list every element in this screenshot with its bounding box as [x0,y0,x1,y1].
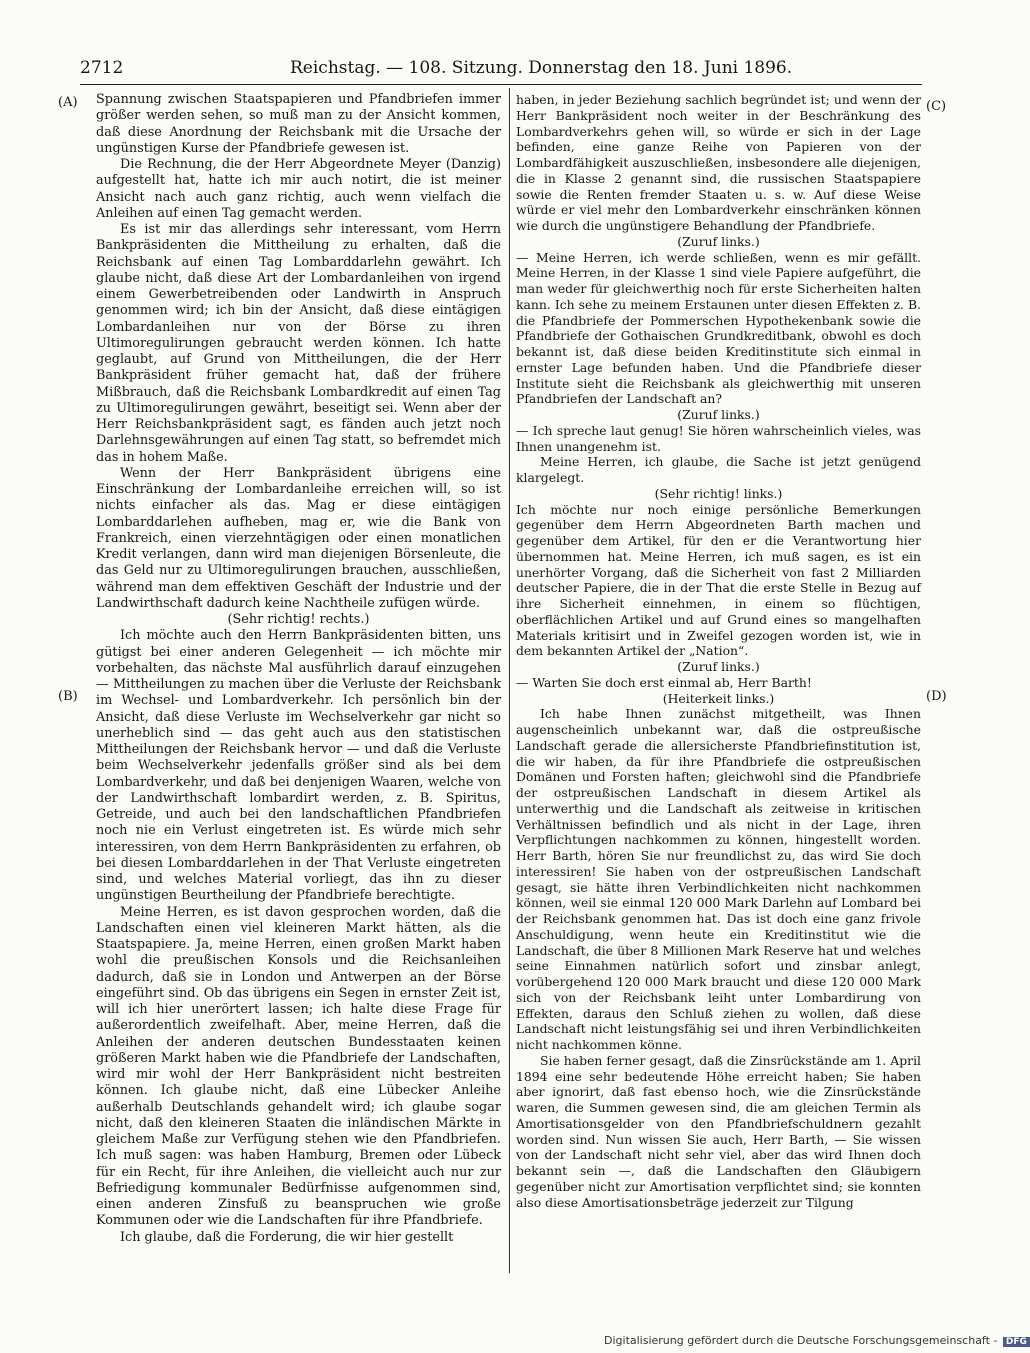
interjection: (Zuruf links.) [677,233,760,249]
margin-mark-d: (D) [926,689,947,704]
paragraph: Ich glaube, daß die Forderung, die wir hier gestellt [120,1229,454,1245]
paragraph: — Ich spreche laut genug! Sie hören wahrscheinlich vieles, was Ihnen unangenehm ist. [516,422,921,454]
interjection: (Sehr richtig! links.) [654,485,783,501]
paragraph: Wenn der Herr Bankpräsident übrigens eine Einschränkung der Lombardanleihe erreichen will, so ist nichts einfacher als das. Mag er diese eintägigen Lombarddarlehen aufheben, mag er, wie die Bank von Frankreich, einen vierzehntägigen oder einen monatlichen Kredit verlangen, dann wird man diejenigen Börsenleute, die das Geld nur zu Ultimoregulirungen brauchen, ausschließen, während man dem effektiven Geschäft der Industrie und der Landwirthschaft dadurch keine Nachtheile zufügen würde. [96,465,501,611]
interjection: (Heiterkeit links.) [662,690,775,706]
paragraph: Spannung zwischen Staatspapieren und Pfandbriefen immer größer werden sehen, so muß man zu der Ansicht kommen, daß diese Anordnung der Reichsbank mit die Ursache der ungünstigen Kurse der Pfandbriefe gewesen ist. [96,92,501,156]
right-column [516,92,921,1210]
interjection: (Zuruf links.) [677,407,760,422]
paragraph: — Meine Herren, ich werde schließen, wenn es mir gefällt. Meine Herren, in der Klasse 1 sind viele Papiere aufgeführt, die man weder für gleichwerthig noch für erste Sicherheiten halten kann. Ich sehe zu meinem Erstaunen unter diesen Effekten z. B. die Pfandbriefe der Pommerschen Hypothekenbank sowie die Pfandbriefe der Gothaischen Grundkreditbank, obwohl es doch bekannt ist, daß diese beiden Kreditinstitute sich einmal in ernster Lage befunden haben. Und die Pfandbriefe dieser Institute sieht die Reichsbank als gleichwerthig mit unseren Pfandbriefen der Landschaft an? [516,249,921,407]
page-header [80,58,922,80]
paragraph: — Warten Sie doch erst einmal ab, Herr Barth! [516,674,812,690]
margin-mark-c: (C) [926,99,947,114]
margin-mark-a: (A) [58,95,78,110]
left-column [96,92,501,1246]
interjection: (Zuruf links.) [677,659,760,674]
interjection: (Sehr richtig! rechts.) [227,612,370,627]
paragraph: haben, in jeder Beziehung sachlich begründet ist; und wenn der Herr Bankpräsident noch weiter in der Beschränkung des Lombardverkehrs gehen will, so würde er sich in der Lage befinden, eine ganze Reihe von Papieren von der Lombardfähigkeit auszuschließen, insbesondere alle diejenigen, die in Klasse 2 genannt sind, die russischen Staatspapiere sowie die Renten fremder Staaten u. s. w. Auf diese Weise würde er viel mehr den Lombardverkehr einschränken können wie durch die ungünstigere Behandlung der Pfandbriefe. [516,92,921,233]
header-rule [80,84,922,85]
paragraph: Es ist mir das allerdings sehr interessant, vom Herrn Bankpräsidenten die Mittheilung zu erhalten, daß die Reichsbank auf einen Tag Lombarddarlehn gewährt. Ich glaube nicht, daß diese Art der Lombardanleihen von irgend einem Gewerbetreibenden oder Landwirth in Anspruch genommen wird; ich bin der Ansicht, daß diese eintägigen Lombardanleihen nur von der Börse zu ihren Ultimoregulirungen gebraucht werden können. Ich hatte geglaubt, auf Grund von Mittheilungen, die der Herr Bankpräsident früher gemacht hat, daß der frühere Mißbrauch, daß die Reichsbank Lombardkredit auf einen Tag zu Ultimoregulirungen gewährt, beseitigt sei. Wenn aber der Herr Reichsbankpräsident sagt, es fänden auch jetzt noch Darlehnsgewährungen auf einen Tag statt, so befremdet mich das in hohem Maße. [96,222,501,465]
paragraph: Meine Herren, es ist davon gesprochen worden, daß die Landschaften einen viel kleineren Markt hätten, als die Staatspapiere. Ja, meine Herren, einen großen Markt haben wohl die preußischen Konsols und die Reichsanleihen dadurch, daß sie in London und Antwerpen an der Börse eingeführt sind. Ob das übrigens ein Segen in ernster Zeit ist, will ich hier unerörtert lassen; ich halte diese Frage für außerordentlich zweifelhaft. Aber, meine Herren, daß die Anleihen der anderen deutschen Bundesstaaten keinen größeren Markt haben wie die Pfandbriefe der Landschaften, wird mir wohl der Herr Bankpräsident nicht bestreiten können. Ich glaube nicht, daß eine Lübecker Anleihe außerhalb Deutschlands gehandelt wird; ich glaube sogar nicht, daß den kleineren Staaten die inländischen Märkte in gleichem Maße zur Verfügung stehen wie den Pfandbriefen. Ich muß sagen: was haben Hamburg, Bremen oder Lübeck für ein Recht, für ihre Anleihen, die vielleicht auch nur zur Befriedigung kommunaler Bedürfnisse aufgenommen sind, einen anderen Zinsfuß zu beanspruchen wie große Kommunen oder wie die Landschaften für ihre Pfandbriefe. [96,904,501,1229]
margin-mark-b: (B) [58,689,78,704]
paragraph: Ich möchte nur noch einige persönliche Bemerkungen gegenüber dem Herrn Abgeordneten Barth machen und gegenüber dem Artikel, für den er die Verantwortung hier übernommen hat. Meine Herren, ich muß sagen, es ist ein unerhörter Vorgang, daß die Sicherheit von fast 2 Milliarden deutscher Papiere, die in der That die erste Stelle in Bezug auf ihre Sicherheit einnehmen, in einem so flüchtigen, oberflächlichen Artikel und auf Grund eines so mangelhaften Materials kritisirt und in Zweifel gezogen worden ist, wie in dem bekannten Artikel der „Nation“. [516,501,921,659]
dfg-logo: DFG [1003,1337,1030,1347]
paragraph: Ich habe Ihnen zunächst mitgetheilt, was Ihnen augenscheinlich unbekannt war, daß die ostpreußische Landschaft gerade die allersicherste Pfandbriefinstitution ist, die wir haben, da für ihre Pfandbriefe die ostpreußischen Domänen und Forsten haften; gleichwohl sind die Pfandbriefe der ostpreußischen Landschaft in diesem Artikel als unterwerthig und die Landschaft als zeitweise in kritischen Verhältnissen befindlich und als nicht in der Lage, ihren Verpflichtungen nachkommen zu können, hingestellt worden. Herr Barth, hören Sie nur freundlichst zu, das wird Sie doch interessiren! Sie haben von der ostpreußischen Landschaft gesagt, sie hätte ihren Verbindlichkeiten nicht nachkommen können, weil sie einmal 120 000 Mark Darlehn auf Lombard bei der Reichsbank genommen hat. Das ist doch eine ganz frivole Anschuldigung, wenn heute ein Kreditinstitut wie die Landschaft, die über 8 Millionen Mark Reserve hat und welches seine Einnahmen natürlich sofort und zinsbar anlegt, vorübergehend 120 000 Mark braucht und diese 120 000 Mark sich von der Reichsbank leiht unter Lombardirung von Effekten, daraus den Schluß ziehen zu wollen, daß diese Landschaft nicht leistungsfähig sei und ihren Verbindlichkeiten nicht nachkommen könne. [516,706,921,1052]
digitization-credit [604,1334,1030,1347]
credit-text: Digitalisierung gefördert durch die Deutsche Forschungsgemeinschaft - [604,1334,998,1347]
paragraph: Ich möchte auch den Herrn Bankpräsidenten bitten, uns gütigst bei einer anderen Gelegenheit — ich möchte mir vorbehalten, das nächste Mal ausführlich darauf einzugehen — Mittheilungen zu machen über die Verluste der Reichsbank im Wechsel- und Lombardverkehr. Ich persönlich bin der Ansicht, daß diese Verluste im Wechselverkehr gar nicht so unerheblich sind — das geht auch aus den statistischen Mittheilungen der Reichsbank hervor — und daß die Verluste beim Wechselverkehr jedenfalls größer sind als bei dem Lombardverkehr, und daß bei denjenigen Waaren, welche von der Landwirthschaft lombardirt werden, z. B. Spiritus, Getreide, und auch bei den landschaftlichen Pfandbriefen noch nie ein Verlust eingetreten ist. Es würde mich sehr interessiren, von dem Herrn Bankpräsidenten zu erfahren, ob bei diesen Lombarddarlehen in der That Verluste eingetreten sind, und welches Material vorliegt, das ihn zu dieser ungünstigen Beurtheilung der Pfandbriefe berechtigte. [96,628,501,904]
paragraph: Meine Herren, ich glaube, die Sache ist jetzt genügend klargelegt. [516,454,921,485]
paragraph: Die Rechnung, die der Herr Abgeordnete Meyer (Danzig) aufgestellt hat, hatte ich mir auch notirt, die ist meiner Ansicht nach auch ganz richtig, auch wenn vielfach die Anleihen auf einen Tag gemacht werden. [96,157,501,221]
running-title: Reichstag. — 108. Sitzung. Donnerstag den 18. Juni 1896. [290,58,793,78]
column-divider [509,88,510,1273]
page-number: 2712 [80,58,124,78]
paragraph: Sie haben ferner gesagt, daß die Zinsrückstände am 1. April 1894 eine sehr bedeutende Höhe erreicht haben; Sie haben aber ignorirt, daß fast ebenso hoch, wie die Zinsrückstände waren, die Summen gewesen sind, die am gleichen Termin als Amortisationsgelder von den Pfandbriefschuldnern gezahlt worden sind. Nun wissen Sie auch, Herr Barth, — Sie wissen von der Landschaft nicht sehr viel, aber das wird Ihnen doch bekannt sein —, daß die Landschaften den Gläubigern gegenüber nicht zur Amortisation verpflichtet sind; sie konnten also diese Amortisationsbeträge jederzeit zur Tilgung [516,1052,921,1210]
